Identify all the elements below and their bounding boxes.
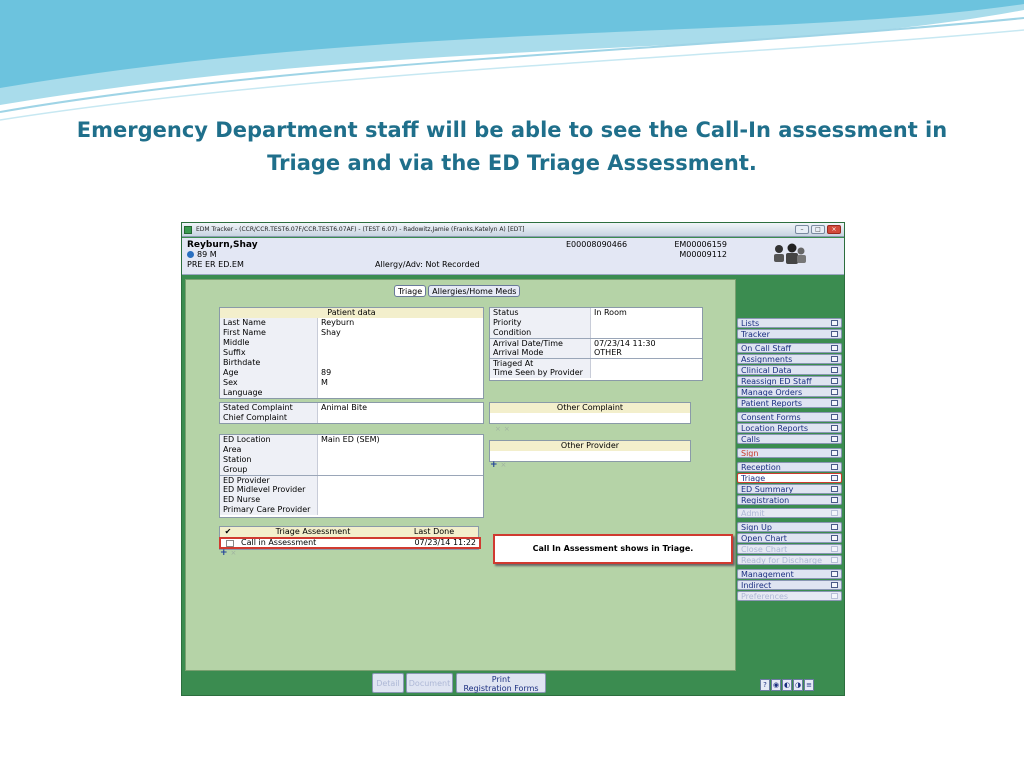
tracker-icon [831, 331, 838, 337]
sidebar-item-lists[interactable] [737, 318, 842, 328]
status-row [490, 338, 702, 348]
sidebar-item-label: Indirect [741, 581, 772, 590]
sidebar-item-label: Patient Reports [741, 399, 803, 408]
triage-icon [831, 475, 838, 481]
sidebar-item-label: Tracker [741, 330, 770, 339]
sidebar-item-label: Consent Forms [741, 413, 801, 422]
location-row [220, 445, 483, 455]
status-row [490, 358, 702, 368]
location-provider-box [219, 434, 484, 518]
status-row [490, 348, 702, 358]
status-row [490, 328, 702, 338]
window-title: EDM Tracker - (CCR/CCR.TEST6.07F/CCR.TEST6.07AF) - (TEST 6.07) - Radowitz,Jamie (Franks,Katelyn A) [EDT] [196, 226, 525, 233]
bottom-toolbar [182, 671, 844, 696]
sex-field[interactable]: M [321, 378, 328, 387]
discharge-icon [831, 557, 838, 563]
orders-icon [831, 389, 838, 395]
chief-complaint-field[interactable] [318, 413, 483, 423]
field-label: Primary Care Provider [220, 505, 318, 515]
status-row [490, 308, 702, 318]
dim-add-remove-icon: × [495, 425, 501, 433]
provider-row [220, 495, 483, 505]
sidebar-item-ed-summary[interactable] [737, 484, 842, 494]
field-label: Time Seen by Provider [490, 368, 591, 378]
checkmark-icon: ✔ [224, 527, 232, 536]
patient-data-header: Patient data [220, 308, 483, 318]
field-label: Arrival Mode [490, 348, 591, 358]
sidebar-item-reception[interactable] [737, 462, 842, 472]
complaint-row [220, 413, 483, 423]
group-field[interactable] [318, 465, 483, 475]
field-label: ED Provider [220, 476, 318, 485]
primary-care-provider-field[interactable] [318, 505, 483, 515]
status-field[interactable]: In Room [594, 308, 627, 317]
sidebar-item-calls[interactable] [737, 434, 842, 444]
sidebar-item-clinical-data[interactable] [737, 365, 842, 375]
medical-record-number-1: EM00006159 [674, 240, 727, 249]
sidebar-item-registration[interactable] [737, 495, 842, 505]
sidebar-item-label: Calls [741, 435, 761, 444]
field-label: Chief Complaint [220, 413, 318, 423]
field-label: Stated Complaint [220, 403, 318, 413]
minimize-button[interactable]: – [795, 225, 809, 234]
field-label: Area [220, 445, 318, 455]
field-label: ED Location [220, 435, 318, 445]
print-registration-forms-button[interactable] [456, 673, 546, 693]
patient-data-row [220, 358, 483, 368]
patient-location: PRE ER ED.EM [187, 260, 244, 269]
slide-title-line-1: Emergency Department staff will be able to see the Call-In assessment in [76, 118, 948, 142]
maximize-button[interactable]: □ [811, 225, 825, 234]
sidebar-item-label: Lists [741, 319, 760, 328]
medical-record-number-2: M00009112 [679, 250, 727, 259]
sidebar-item-open-chart[interactable] [737, 533, 842, 543]
field-label: Language [220, 388, 318, 398]
ed-midlevel-provider-field[interactable] [318, 485, 483, 495]
allergy-status: Allergy/Adv: Not Recorded [375, 260, 480, 269]
visit-status-box [489, 307, 703, 381]
help-icon[interactable]: ? [760, 679, 770, 691]
time-seen-field[interactable] [591, 368, 702, 378]
info-icon[interactable] [187, 251, 194, 258]
patient-data-row [220, 328, 483, 338]
stated-complaint-field[interactable]: Animal Bite [321, 403, 367, 412]
sidebar-item-manage-orders[interactable] [737, 387, 842, 397]
ed-provider-field[interactable] [318, 476, 483, 485]
field-label: Status [490, 308, 591, 318]
priority-field[interactable] [591, 318, 702, 328]
dim-remove-icon: × [230, 549, 237, 557]
sidebar-item-indirect[interactable] [737, 580, 842, 590]
birthdate-field[interactable] [318, 358, 483, 368]
condition-field[interactable] [591, 328, 702, 338]
slide-title-line-2: Triage and via the ED Triage Assessment. [267, 151, 757, 175]
call-in-assessment-checkbox[interactable] [226, 540, 234, 547]
field-label: Suffix [220, 348, 318, 358]
sidebar-item-close-chart [737, 544, 842, 554]
sidebar-item-label: Open Chart [741, 534, 787, 543]
print-button-line-1: Print [491, 675, 511, 684]
sidebar-item-label: Clinical Data [741, 366, 792, 375]
patient-banner [182, 238, 844, 275]
sidebar-item-admit [737, 508, 842, 518]
list-icon [831, 320, 838, 326]
suffix-field[interactable] [318, 348, 483, 358]
web-icon[interactable]: ◉ [772, 681, 780, 689]
registration-icon [831, 497, 838, 503]
sidebar-item-sign-up[interactable] [737, 522, 842, 532]
other-complaint-header: Other Complaint [490, 403, 690, 413]
triage-assessment-column-header: Triage Assessment [275, 527, 351, 536]
sidebar-item-label: On Call Staff [741, 344, 792, 353]
sidebar-item-label: Registration [741, 496, 790, 505]
sidebar-item-label: Reception [741, 463, 781, 472]
triage-main-pane [185, 279, 736, 671]
field-label: ED Midlevel Provider [220, 485, 318, 495]
clinical-data-icon [831, 367, 838, 373]
field-label: Age [220, 368, 318, 378]
sidebar-item-label: Preferences [741, 592, 789, 601]
sidebar-item-label: ED Summary [741, 485, 794, 494]
slide-swoosh-decoration [0, 0, 1024, 130]
sidebar-item-patient-reports[interactable] [737, 398, 842, 408]
detail-button-label: Detail [376, 679, 400, 688]
age-field[interactable]: 89 [321, 368, 332, 377]
sidebar-item-label: Close Chart [741, 545, 788, 554]
patient-data-row [220, 368, 483, 378]
sidebar-item-label: Management [741, 570, 794, 579]
settings-icon[interactable]: ◑ [794, 681, 802, 689]
provider-row [220, 485, 483, 495]
admit-icon [831, 510, 838, 516]
sidebar-item-label: Reassign ED Staff [741, 377, 812, 386]
field-label: Middle [220, 338, 318, 348]
status-row [490, 318, 702, 328]
call-in-assessment-last-done: 07/23/14 11:22 [414, 538, 476, 547]
sidebar-item-label: Assignments [741, 355, 793, 364]
station-field[interactable] [318, 455, 483, 465]
sidebar-item-label: Sign Up [741, 523, 772, 532]
dim-remove-icon: × [500, 461, 507, 469]
bottom-icon-group [760, 679, 814, 691]
pen-icon [831, 450, 838, 456]
field-label: Birthdate [220, 358, 318, 368]
add-provider-icon[interactable]: + [490, 460, 498, 470]
sidebar-item-label: Sign [741, 449, 759, 458]
annotation-callout: Call In Assessment shows in Triage. [493, 534, 733, 564]
consent-icon [831, 414, 838, 420]
triaged-at-field[interactable] [591, 359, 702, 368]
location-reports-icon [831, 425, 838, 431]
sidebar-item-sign[interactable] [737, 448, 842, 458]
other-provider-header: Other Provider [490, 441, 690, 451]
reassign-icon [831, 378, 838, 384]
triage-assessment-table [219, 526, 479, 550]
close-chart-icon [831, 546, 838, 552]
other-provider-controls [490, 460, 506, 470]
reception-icon [831, 464, 838, 470]
app-icon [184, 226, 192, 234]
print-button-line-2: Registration Forms [463, 684, 539, 693]
sidebar-item-label: Ready for Discharge [741, 556, 822, 565]
sidebar-item-label: Location Reports [741, 424, 809, 433]
provider-row [220, 475, 483, 485]
document-button[interactable] [406, 673, 453, 693]
slide-title [60, 114, 964, 180]
tab-triage[interactable]: Triage [394, 285, 426, 297]
sidebar-item-reassign-ed-staff[interactable] [737, 376, 842, 386]
sidebar-item-label: Triage [741, 474, 766, 483]
location-row [220, 435, 483, 445]
field-label: First Name [220, 328, 318, 338]
other-complaint-box [489, 402, 691, 424]
sidebar-item-management[interactable] [737, 569, 842, 579]
other-provider-box [489, 440, 691, 462]
reports-icon [831, 400, 838, 406]
staff-icon [831, 345, 838, 351]
staff-people-icon[interactable] [770, 242, 808, 270]
other-complaint-field[interactable] [490, 413, 690, 423]
sidebar-item-tracker[interactable] [737, 329, 842, 339]
language-field[interactable] [318, 388, 483, 398]
document-button-label: Document [408, 679, 451, 688]
sidebar-item-on-call-staff[interactable] [737, 343, 842, 353]
patient-data-row [220, 338, 483, 348]
patient-data-box [219, 307, 484, 399]
patient-age-sex-row [187, 250, 217, 259]
ed-location-field[interactable]: Main ED (SEM) [321, 435, 380, 444]
detail-button[interactable] [372, 673, 404, 693]
account-number: E00008090466 [566, 240, 628, 249]
dim-add-remove-icon: × [503, 425, 510, 433]
field-label: Sex [220, 378, 318, 388]
window-titlebar [182, 223, 844, 237]
preferences-icon [831, 593, 838, 599]
call-in-assessment-name: Call in Assessment [241, 538, 317, 547]
sidebar-item-triage[interactable] [737, 473, 842, 483]
patient-data-row [220, 378, 483, 388]
management-icon [831, 571, 838, 577]
field-label: Group [220, 465, 318, 475]
field-label: Priority [490, 318, 591, 328]
first-name-field[interactable]: Shay [321, 328, 341, 337]
window-controls [795, 225, 841, 234]
ed-nurse-field[interactable] [318, 495, 483, 505]
status-row [490, 368, 702, 378]
open-chart-icon [831, 535, 838, 541]
tab-bar [394, 285, 520, 297]
area-field[interactable] [318, 445, 483, 455]
phone-icon [831, 436, 838, 442]
close-button[interactable]: × [827, 225, 841, 234]
triage-assessment-controls [220, 548, 236, 558]
middle-name-field[interactable] [318, 338, 483, 348]
arrival-mode-field[interactable]: OTHER [594, 348, 622, 357]
menu-icon[interactable]: ≡ [804, 679, 814, 691]
last-done-column-header: Last Done [413, 527, 455, 536]
arrival-datetime-field[interactable]: 07/23/14 11:30 [594, 339, 656, 348]
location-row [220, 455, 483, 465]
sidebar-item-ready-for-discharge [737, 555, 842, 565]
complaint-box [219, 402, 484, 424]
location-row [220, 465, 483, 475]
other-complaint-controls [492, 424, 510, 434]
last-name-field[interactable]: Reyburn [321, 318, 355, 327]
field-label: ED Nurse [220, 495, 318, 505]
edm-tracker-window [181, 222, 845, 696]
call-in-assessment-row[interactable] [219, 537, 481, 549]
patient-data-row [220, 388, 483, 398]
add-assessment-icon[interactable]: + [220, 548, 228, 558]
complaint-row [220, 403, 483, 413]
patient-data-row [220, 318, 483, 328]
field-label: Last Name [220, 318, 318, 328]
patient-data-row [220, 348, 483, 358]
sidebar-item-label: Manage Orders [741, 388, 803, 397]
sidebar-item-label: Admit [741, 509, 765, 518]
assignments-icon [831, 356, 838, 362]
field-label: Condition [490, 328, 591, 338]
refresh-icon[interactable]: ◐ [783, 681, 791, 689]
sidebar-item-consent-forms[interactable] [737, 412, 842, 422]
action-sidebar [737, 318, 844, 673]
indirect-icon [831, 582, 838, 588]
other-provider-field[interactable] [490, 451, 690, 461]
sidebar-item-location-reports[interactable] [737, 423, 842, 433]
triage-assessment-header [220, 527, 478, 537]
patient-age-sex: 89 M [197, 250, 217, 259]
provider-row [220, 505, 483, 515]
tab-allergies-home-meds[interactable]: Allergies/Home Meds [428, 285, 520, 297]
sidebar-item-preferences [737, 591, 842, 601]
field-label: Triaged At [490, 359, 591, 368]
field-label: Station [220, 455, 318, 465]
summary-icon [831, 486, 838, 492]
field-label: Arrival Date/Time [490, 339, 591, 348]
sign-up-icon [831, 524, 838, 530]
patient-name: Reyburn,Shay [187, 240, 258, 250]
sidebar-item-assignments[interactable] [737, 354, 842, 364]
